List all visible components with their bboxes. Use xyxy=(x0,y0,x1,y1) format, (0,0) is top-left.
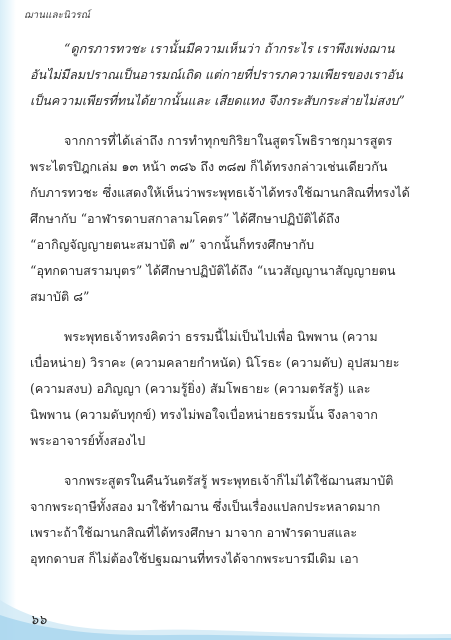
text-line: จากพระสูตรในคืนวันตรัสรู้ พระพุทธเจ้าก็ไม่ได้ใช้ฌานสมาบัติ xyxy=(64,473,394,488)
left-decorative-band xyxy=(0,0,16,640)
text-line: (ความสงบ) อภิญญา (ความรู้ยิ่ง) สัมโพธายะ (ความตรัสรู้) และ xyxy=(30,381,371,396)
text-line: เพราะถ้าใช้ฌานกสิณที่ได้ทรงศึกษา มาจาก อาฬารดาบสและ xyxy=(30,525,358,540)
text-line: อันไม่มีลมปราณเป็นอารมณ์เถิด แต่กายที่ปรารภความเพียรของเราอัน xyxy=(30,67,403,82)
text-line: พระพุทธเจ้าทรงคิดว่า ธรรมนี้ไม่เป็นไปเพื่อ นิพพาน (ความ xyxy=(64,329,378,344)
page-number: ๖๖ xyxy=(30,613,47,628)
text-line: นิพพาน (ความดับทุกข์) ทรงไม่พอใจเบื่อหน่ายธรรมนั้น จึงลาจาก xyxy=(30,407,378,422)
text-line: จากพระฤาษีทั้งสอง มาใช้ทำฌาน ซึ่งเป็นเรื่องแปลกประหลาดมาก xyxy=(30,499,381,514)
text-line: เป็นความเพียรที่ทนได้ยากนั้นและ เสียดแทง จึงกระสับกระส่ายไม่สงบ” xyxy=(30,93,405,108)
text-line: สมาบัติ ๘” xyxy=(30,289,90,304)
running-header: ฌานและนิวรณ์ xyxy=(24,10,91,21)
bottom-wave-decoration xyxy=(0,570,451,640)
text-line: จากการที่ได้เล่าถึง การทำทุกขกิริยาในสูตรโพธิราชกุมารสูตร xyxy=(64,133,393,148)
text-line: กับภารทวชะ ซึ่งแสดงให้เห็นว่าพระพุทธเจ้าได้ทรงใช้ฌานกสิณที่ทรงได้ xyxy=(30,185,410,200)
quote-paragraph xyxy=(30,36,421,114)
body-text xyxy=(30,36,421,586)
paragraph xyxy=(30,128,421,310)
text-line: “อากิญจัญญายตนะสมาบัติ ๗” จากนั้นก็ทรงศึกษากับ xyxy=(30,237,315,252)
text-line: “อุทกดาบสรามบุตร” ได้ศึกษาปฏิบัติได้ถึง “เนวสัญญานาสัญญายตน xyxy=(30,263,396,278)
text-line: พระไตรปิฎกเล่ม ๑๓ หน้า ๓๘๖ ถึง ๓๘๗ ก็ได้ทรงกล่าวเช่นเดียวกัน xyxy=(30,159,388,174)
text-line: “ดูกรภารทวชะ เรานั้นมีความเห็นว่า ถ้ากระไร เราพึงเพ่งฌาน xyxy=(64,41,395,56)
text-line: อุทกดาบส ก็ไม่ต้องใช้ปฐมฌานที่ทรงได้จากพระบารมีเดิม เอา xyxy=(30,551,359,566)
text-line: พระอาจารย์ทั้งสองไป xyxy=(30,433,146,448)
paragraph xyxy=(30,468,421,572)
text-line: เบื่อหน่าย) วิราคะ (ความคลายกำหนัด) นิโรธะ (ความดับ) อุปสมายะ xyxy=(30,355,400,370)
paragraph xyxy=(30,324,421,454)
text-line: ศึกษากับ “อาฬารดาบสกาลามโคตร” ได้ศึกษาปฏิบัติได้ถึง xyxy=(30,211,340,226)
